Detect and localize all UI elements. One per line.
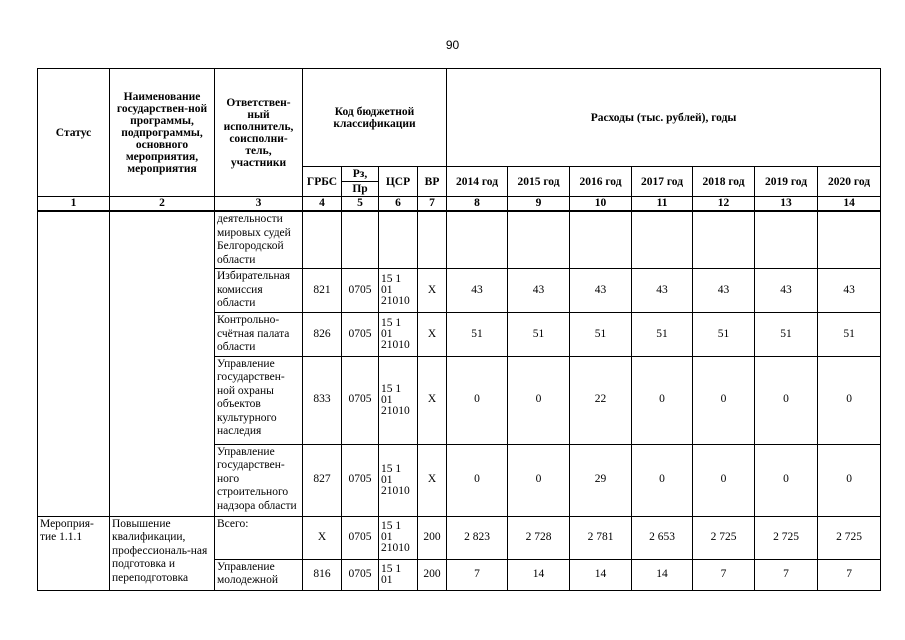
value-cell: 43 (755, 269, 818, 313)
column-number: 2 (110, 197, 215, 212)
value-cell: 0 (693, 444, 755, 516)
column-number: 14 (818, 197, 881, 212)
value-cell: 29 (570, 444, 632, 516)
value-cell: 51 (447, 313, 508, 357)
value-cell: 2 725 (693, 516, 755, 559)
header-year: 2015 год (508, 167, 570, 197)
value-cell: 0 (632, 356, 693, 444)
value-cell: 43 (632, 269, 693, 313)
value-cell: 2 728 (508, 516, 570, 559)
csr-cell: 15 1 01 21010 (379, 313, 418, 357)
csr-cell: 15 1 01 21010 (379, 269, 418, 313)
vr-cell: Х (418, 444, 447, 516)
csr-cell: 15 1 01 (379, 559, 418, 590)
value-cell: 51 (570, 313, 632, 357)
vr-cell: Х (418, 313, 447, 357)
executor-cell: Избирательная комиссия области (215, 269, 303, 313)
csr-cell: 15 1 01 21010 (379, 356, 418, 444)
executor-cell: деятельности мировых судей Белгородской области (215, 211, 303, 269)
name-cell: Повышение квалификации, профессиональ-ная подготовка и переподготовка (110, 516, 215, 590)
value-cell: 51 (755, 313, 818, 357)
value-cell: 2 823 (447, 516, 508, 559)
vr-cell (418, 211, 447, 269)
header-year: 2017 год (632, 167, 693, 197)
value-cell: 14 (570, 559, 632, 590)
value-cell: 0 (693, 356, 755, 444)
column-number: 10 (570, 197, 632, 212)
executor-cell: Контрольно-счётная палата области (215, 313, 303, 357)
rzpr-cell: 0705 (342, 559, 379, 590)
header-pr: Пр (342, 182, 379, 197)
column-number: 3 (215, 197, 303, 212)
value-cell: 43 (818, 269, 881, 313)
page-number: 90 (445, 38, 460, 52)
value-cell: 43 (570, 269, 632, 313)
header-rz: Рз, (342, 167, 379, 182)
column-number: 5 (342, 197, 379, 212)
header-budget-code: Код бюджетной классификации (303, 69, 447, 167)
rzpr-cell: 0705 (342, 313, 379, 357)
value-cell: 0 (632, 444, 693, 516)
header-year: 2020 год (818, 167, 881, 197)
header-executor: Ответствен-ный исполнитель, соисполни-тель, участники (215, 69, 303, 197)
grbs-cell (303, 211, 342, 269)
grbs-cell: Х (303, 516, 342, 559)
column-number: 13 (755, 197, 818, 212)
value-cell: 7 (693, 559, 755, 590)
status-cell: Мероприя-тие 1.1.1 (38, 516, 110, 590)
grbs-cell: 827 (303, 444, 342, 516)
column-number: 6 (379, 197, 418, 212)
value-cell: 0 (755, 444, 818, 516)
value-cell (632, 211, 693, 269)
value-cell: 14 (508, 559, 570, 590)
value-cell (570, 211, 632, 269)
vr-cell: Х (418, 269, 447, 313)
value-cell: 51 (818, 313, 881, 357)
table-row (38, 211, 881, 269)
column-number-row (38, 197, 881, 212)
value-cell: 0 (447, 356, 508, 444)
csr-cell: 15 1 01 21010 (379, 516, 418, 559)
value-cell: 0 (508, 356, 570, 444)
value-cell (508, 211, 570, 269)
rzpr-cell: 0705 (342, 516, 379, 559)
csr-cell: 15 1 01 21010 (379, 444, 418, 516)
value-cell: 2 653 (632, 516, 693, 559)
value-cell: 0 (755, 356, 818, 444)
value-cell: 0 (447, 444, 508, 516)
header-csr: ЦСР (379, 167, 418, 197)
csr-cell (379, 211, 418, 269)
column-number: 9 (508, 197, 570, 212)
value-cell: 14 (632, 559, 693, 590)
value-cell (818, 211, 881, 269)
value-cell: 0 (818, 444, 881, 516)
executor-cell: Управление государствен-ной охраны объектов культурного наследия (215, 356, 303, 444)
header-year: 2016 год (570, 167, 632, 197)
value-cell: 0 (508, 444, 570, 516)
vr-cell: 200 (418, 559, 447, 590)
grbs-cell: 833 (303, 356, 342, 444)
value-cell: 43 (693, 269, 755, 313)
value-cell: 7 (818, 559, 881, 590)
value-cell: 7 (755, 559, 818, 590)
column-number: 11 (632, 197, 693, 212)
vr-cell: Х (418, 356, 447, 444)
grbs-cell: 821 (303, 269, 342, 313)
rzpr-cell (342, 211, 379, 269)
rzpr-cell: 0705 (342, 269, 379, 313)
column-number: 12 (693, 197, 755, 212)
value-cell: 51 (632, 313, 693, 357)
value-cell: 2 781 (570, 516, 632, 559)
value-cell: 7 (447, 559, 508, 590)
column-number: 4 (303, 197, 342, 212)
header-expenses: Расходы (тыс. рублей), годы (447, 69, 881, 167)
header-year: 2018 год (693, 167, 755, 197)
budget-table (37, 68, 881, 591)
grbs-cell: 816 (303, 559, 342, 590)
executor-cell: Управление молодежной (215, 559, 303, 590)
executor-cell: Всего: (215, 516, 303, 559)
executor-cell: Управление государствен-ного строительного надзора области (215, 444, 303, 516)
rzpr-cell: 0705 (342, 356, 379, 444)
value-cell: 51 (693, 313, 755, 357)
value-cell: 2 725 (818, 516, 881, 559)
header-grbs: ГРБС (303, 167, 342, 197)
column-number: 1 (38, 197, 110, 212)
value-cell (693, 211, 755, 269)
grbs-cell: 826 (303, 313, 342, 357)
value-cell: 51 (508, 313, 570, 357)
header-year: 2019 год (755, 167, 818, 197)
column-number: 8 (447, 197, 508, 212)
value-cell (755, 211, 818, 269)
status-cell (38, 211, 110, 516)
value-cell: 0 (818, 356, 881, 444)
name-cell (110, 211, 215, 516)
header-vr: ВР (418, 167, 447, 197)
table-row (38, 516, 881, 559)
column-number: 7 (418, 197, 447, 212)
value-cell: 2 725 (755, 516, 818, 559)
value-cell: 43 (447, 269, 508, 313)
header-name: Наименование государствен-ной программы, подпрограммы, основного мероприятия, мероприятия (110, 69, 215, 197)
value-cell: 43 (508, 269, 570, 313)
header-status: Статус (38, 69, 110, 197)
header-year: 2014 год (447, 167, 508, 197)
value-cell: 22 (570, 356, 632, 444)
rzpr-cell: 0705 (342, 444, 379, 516)
value-cell (447, 211, 508, 269)
vr-cell: 200 (418, 516, 447, 559)
